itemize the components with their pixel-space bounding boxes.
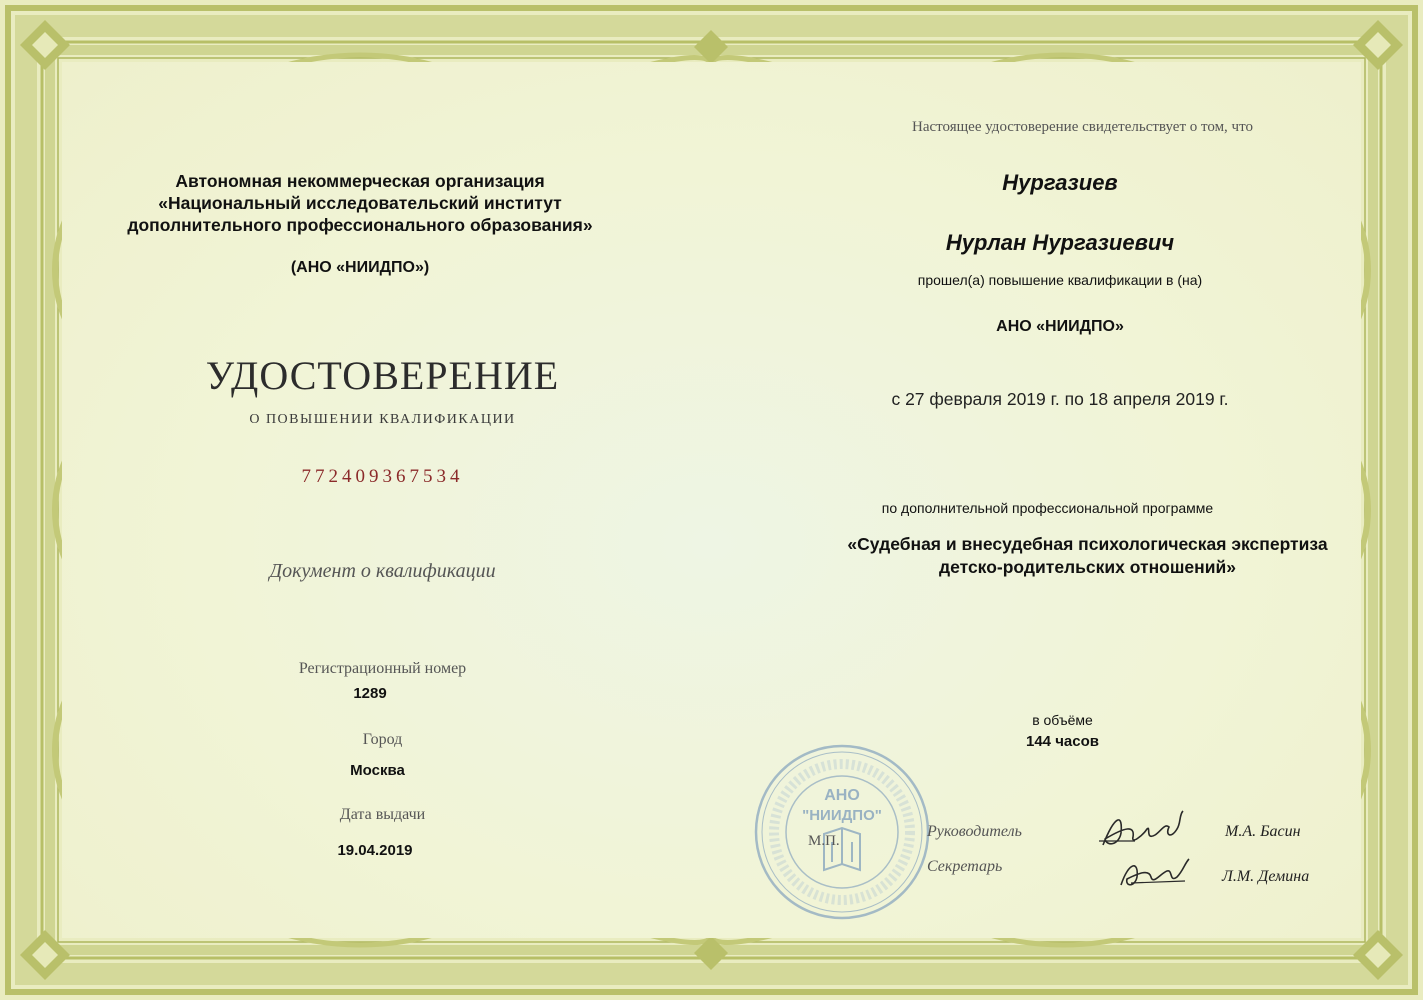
secretary-signature-icon (1115, 855, 1195, 895)
city-label: Город (362, 731, 403, 748)
document-title: УДОСТОВЕРЕНИЕ (205, 353, 560, 398)
program-name (760, 533, 1415, 579)
head-signature-icon (1095, 805, 1190, 855)
seal-center-text: "НИИДПО" (802, 807, 882, 824)
organization-name-line: Автономная некоммерческая организация (175, 171, 545, 191)
document-subtitle: О ПОВЫШЕНИИ КВАЛИФИКАЦИИ (249, 412, 516, 427)
registration-number-label: Регистрационный номер (298, 660, 467, 677)
registration-number-value: 1289 (353, 685, 387, 702)
training-period: с 27 февраля 2019 г. по 18 апреля 2019 г. (891, 389, 1229, 409)
head-name: М.А. Басин (1225, 823, 1301, 840)
organization-abbreviation: (АНО «НИИДПО») (290, 259, 430, 276)
secretary-role-label: Секретарь (927, 858, 1003, 875)
city-value: Москва (350, 762, 405, 779)
program-name-line: детско-родительских отношений» (939, 557, 1236, 577)
institution-seal (752, 742, 932, 922)
program-label: по дополнительной профессиональной программе (881, 500, 1214, 516)
stamp-place-label: М.П. (808, 833, 840, 849)
holder-given-name: Нурлан Нургазиевич (945, 230, 1175, 255)
serial-number: 772409367534 (301, 466, 464, 487)
institution-name: АНО «НИИДПО» (996, 318, 1124, 335)
certifies-text: Настоящее удостоверение свидетельствует о том, что (912, 119, 1253, 135)
issue-date-label: Дата выдачи (339, 806, 426, 823)
head-role-label: Руководитель (927, 823, 1022, 840)
issue-date-value: 19.04.2019 (337, 842, 413, 859)
secretary-name: Л.М. Демина (1222, 868, 1310, 885)
passed-training-text: прошел(а) повышение квалификации в (на) (917, 272, 1203, 288)
organization-name (90, 170, 630, 236)
program-name-line: «Судебная и внесудебная психологическая экспертиза (847, 534, 1328, 554)
document-kind: Документ о квалификации (269, 560, 496, 582)
seal-center-text: АНО (824, 787, 860, 804)
organization-name-line: «Национальный исследовательский институт (158, 193, 562, 213)
holder-surname: Нургазиев (1002, 170, 1118, 195)
organization-name-line: дополнительного профессионального образования» (127, 215, 593, 235)
volume-value: 144 часов (1026, 733, 1099, 750)
volume-label: в объёме (1032, 712, 1093, 728)
